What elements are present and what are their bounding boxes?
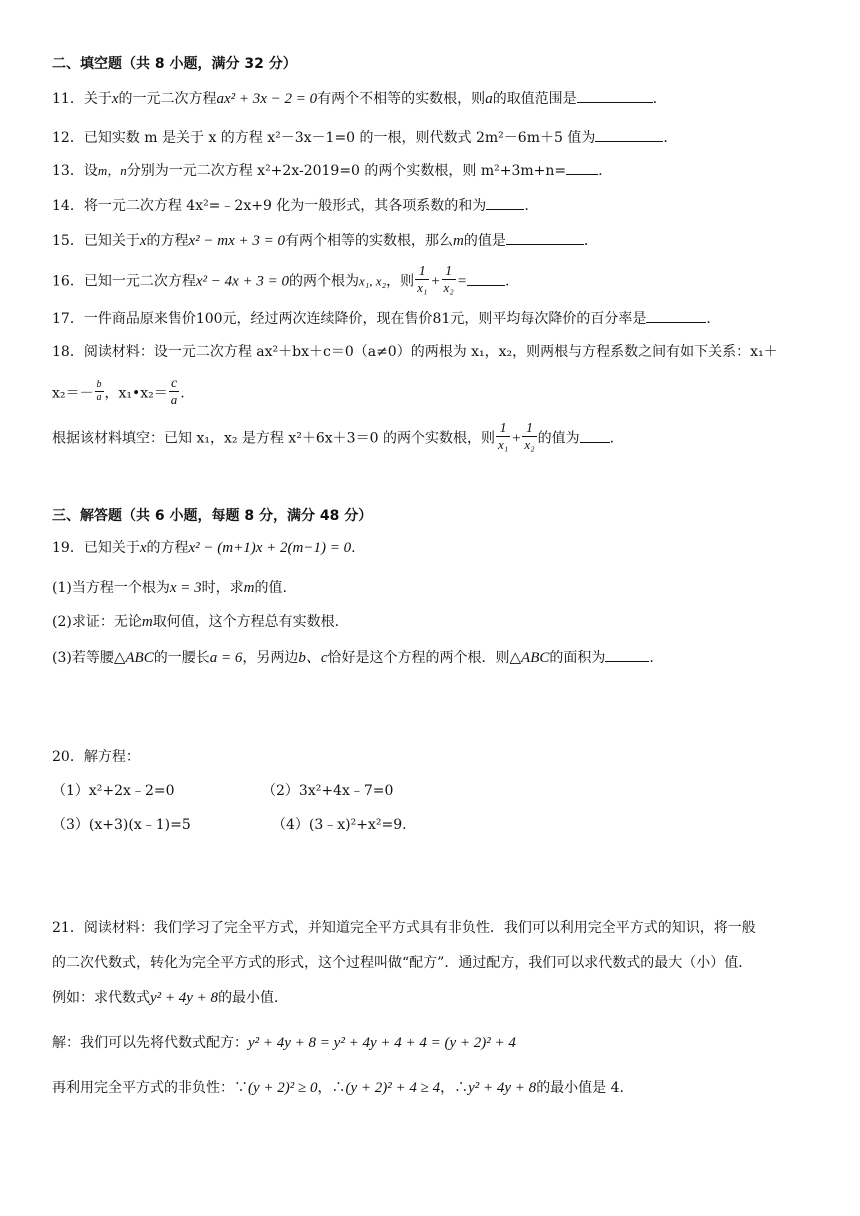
question-20-part-2: （2）3x²+4x﹣7=0 — [262, 783, 394, 799]
equation-16: x² − 4x + 3 = 0 — [195, 273, 290, 290]
answer-blank[interactable] — [467, 271, 505, 286]
answer-blank[interactable] — [595, 127, 663, 142]
answer-blank[interactable] — [506, 230, 584, 245]
question-21-line-2: 的二次代数式，转化为完全平方式的形式，这个过程叫做“配方”．通过配方，我们可以求代数式的最大（小）值． — [52, 955, 753, 971]
fraction-1-over-x1: $\frac{1}{\text{x₁}}$ — [497, 421, 509, 452]
question-19-part-2: (2)求证：无论m取何值，这个方程总有实数根. — [52, 614, 340, 630]
question-20-part-1: （1）x²+2x﹣2=0 — [52, 783, 175, 799]
question-21-line-5: 再利用完全平方式的非负性：∵(y + 2)² ≥ 0，∴(y + 2)² + 4 ≥ 4，∴y² + 4y + 8的最小值是 4. — [52, 1080, 624, 1096]
question-18-line-2: x₂＝－ $\frac{b}{a}$ ，x₁•x₂＝ $\frac{c}{a}$ . — [52, 376, 185, 407]
fraction-1-over-x2: $\frac{1}{\text{x₂}}$ — [443, 264, 454, 295]
question-20-part-3: （3）(x+3)(x﹣1)=5 — [52, 817, 191, 833]
question-16: 16．已知一元二次方程x² − 4x + 3 = 0的两个根为x₁, x₂，则 $\frac{1}{\text{x₁}}$ + $\frac{1}{\text{x₂}}$ = . — [52, 264, 510, 295]
question-17: 17．一件商品原来售价100元，经过两次连续降价，现在售价81元，则平均每次降价的百分率是 ． — [52, 308, 720, 329]
question-21-line-3: 例如：求代数式y² + 4y + 8的最小值． — [52, 990, 289, 1006]
question-20: 20．解方程： — [52, 749, 140, 765]
fraction-b-over-a: $\frac{b}{a}$ — [96, 379, 102, 403]
section-title-solve: 三、解答题（共 6 小题，每题 8 分，满分 48 分） — [52, 508, 373, 524]
answer-blank[interactable] — [486, 195, 524, 210]
question-11: 11．关于x的一元二次方程ax² + 3x − 2 = 0有两个不相等的实数根，则a的取值范围是 ． — [52, 88, 667, 109]
answer-blank[interactable] — [580, 428, 610, 443]
question-19-part-3: (3)若等腰△ABC的一腰长a = 6，另两边b、c恰好是这个方程的两个根．则△ABC的面积为 . — [52, 647, 654, 668]
fraction-1-over-x1: $\frac{1}{\text{x₁}}$ — [417, 264, 428, 295]
equation-15: x² − mx + 3 = 0 — [188, 233, 286, 249]
question-14: 14．将一元二次方程 4x²=﹣2x+9 化为一般形式，其各项系数的和为 . — [52, 195, 529, 216]
question-18-line-3: 根据该材料填空：已知 x₁，x₂ 是方程 x²＋6x＋3＝0 的两个实数根，则 $\frac{1}{\text{x₁}}$ + $\frac{1}{\text{x₂}}$ 的值为 . — [52, 421, 615, 452]
question-15: 15．已知关于x的方程x² − mx + 3 = 0有两个相等的实数根，那么m的值是 ． — [52, 230, 598, 251]
question-20-part-4: （4）(3﹣x)²+x²=9. — [272, 817, 407, 833]
answer-blank[interactable] — [566, 160, 598, 175]
question-19-part-1: (1)当方程一个根为x = 3时，求m的值. — [52, 580, 287, 596]
question-19: 19．已知关于x的方程x² − (m+1)x + 2(m−1) = 0. — [52, 540, 356, 556]
equation-11: ax² + 3x − 2 = 0 — [216, 91, 318, 107]
fraction-c-over-a: $\frac{c}{a}$ — [170, 376, 178, 407]
question-21-line-4: 解：我们可以先将代数式配方：y² + 4y + 8 = y² + 4y + 4 + 4 = (y + 2)² + 4 — [52, 1035, 516, 1051]
question-18-line-1: 18．阅读材料：设一元二次方程 ax²＋bx＋c＝0（a≠0）的两根为 x₁，x₂，则两根与方程系数之间有如下关系：x₁＋ — [52, 344, 778, 360]
question-21-line-1: 21．阅读材料：我们学习了完全平方式，并知道完全平方式具有非负性．我们可以利用完全平方式的知识，将一般 — [52, 920, 756, 936]
question-12: 12．已知实数 m 是关于 x 的方程 x²－3x－1=0 的一根，则代数式 2m²－6m＋5 值为 ． — [52, 127, 677, 148]
fraction-1-over-x2: $\frac{1}{\text{x₂}}$ — [524, 421, 535, 452]
section-title-fill: 二、填空题（共 8 小题，满分 32 分） — [52, 56, 297, 72]
answer-blank[interactable] — [605, 647, 649, 662]
question-13: 13．设m，n分别为一元二次方程 x²+2x-2019=0 的两个实数根，则 m²+3m+n= . — [52, 160, 603, 181]
answer-blank[interactable] — [646, 308, 706, 323]
equation-19: x² − (m+1)x + 2(m−1) = 0 — [188, 540, 352, 556]
answer-blank[interactable] — [577, 88, 653, 103]
